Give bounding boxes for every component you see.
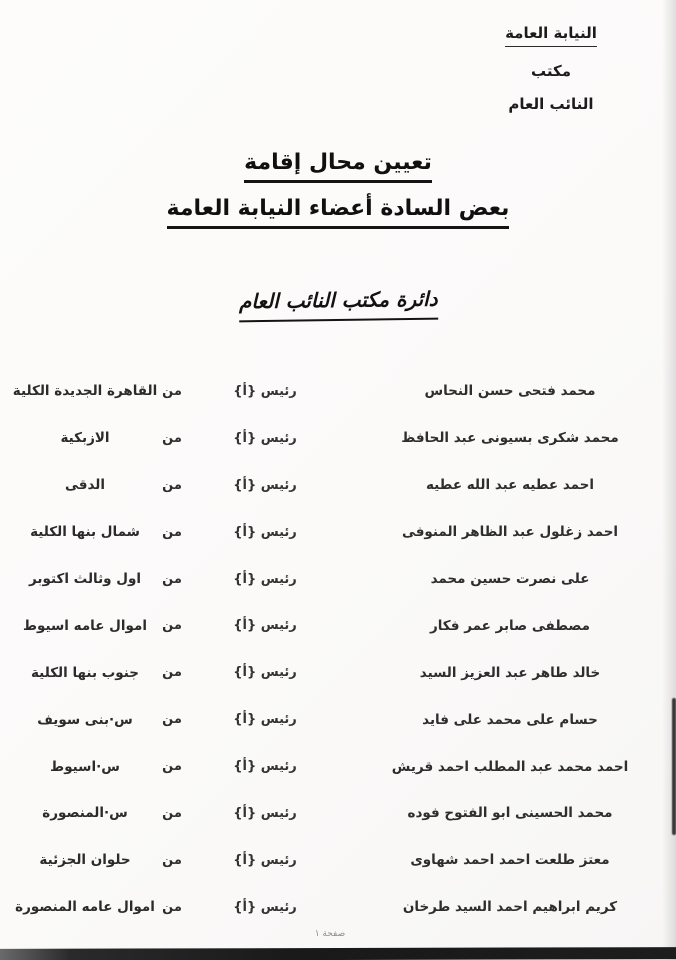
member-grade: رئيس {أ} bbox=[233, 759, 297, 775]
member-name: حسام على محمد على فايد bbox=[422, 711, 598, 728]
member-name: محمد شكرى بسيونى عبد الحافظ bbox=[401, 430, 619, 447]
section-title-text: دائرة مكتب النائب العام bbox=[238, 287, 437, 323]
letterhead bbox=[456, 24, 646, 128]
table-row bbox=[0, 602, 676, 649]
table-row bbox=[0, 790, 676, 837]
member-name: محمد الحسينى ابو الفتوح فوده bbox=[407, 805, 613, 822]
member-location: اموال عامه اسيوط bbox=[23, 617, 147, 634]
title-line-2-text: بعض السادة أعضاء النيابة العامة bbox=[167, 196, 510, 229]
member-location: س·اسيوط bbox=[50, 758, 120, 775]
document-title bbox=[0, 150, 676, 242]
from-label: من bbox=[162, 430, 182, 446]
from-label: من bbox=[162, 383, 182, 399]
from-label: من bbox=[162, 571, 182, 587]
member-name: كريم ابراهيم احمد السيد طرخان bbox=[402, 899, 618, 916]
from-label: من bbox=[162, 618, 182, 634]
member-grade: رئيس {أ} bbox=[233, 571, 297, 587]
from-label: من bbox=[162, 477, 182, 493]
member-grade: رئيس {أ} bbox=[233, 665, 297, 681]
table-row bbox=[0, 415, 676, 462]
letterhead-office: مكتب bbox=[530, 62, 571, 80]
title-line-1-text: تعيين محال إقامة bbox=[244, 150, 432, 183]
member-grade: رئيس {أ} bbox=[233, 383, 297, 399]
member-grade: رئيس {أ} bbox=[233, 477, 297, 493]
member-location: الازبكية bbox=[60, 430, 110, 447]
member-grade: رئيس {أ} bbox=[233, 430, 297, 446]
table-row bbox=[0, 556, 676, 603]
scan-artifact-bottom-bar bbox=[0, 947, 676, 960]
from-label: من bbox=[162, 805, 182, 821]
member-grade: رئيس {أ} bbox=[233, 524, 297, 540]
member-grade: رئيس {أ} bbox=[233, 618, 297, 634]
member-grade: رئيس {أ} bbox=[233, 899, 297, 915]
member-name: على نصرت حسين محمد bbox=[430, 571, 590, 587]
member-location: س·المنصورة bbox=[42, 805, 128, 822]
member-location: اول وثالث اكتوبر bbox=[29, 571, 141, 587]
table-row bbox=[0, 696, 676, 743]
table-row bbox=[0, 884, 676, 931]
from-label: من bbox=[162, 852, 182, 868]
title-line-2 bbox=[0, 196, 676, 229]
member-location: اموال عامه المنصورة bbox=[15, 899, 155, 916]
member-name: معتز طلعت احمد احمد شهاوى bbox=[410, 852, 610, 869]
from-label: من bbox=[162, 759, 182, 775]
member-location: الدقى bbox=[65, 477, 105, 494]
letterhead-office-title: النائب العام bbox=[508, 95, 594, 113]
member-location: القاهرة الجديدة الكلية bbox=[12, 383, 158, 400]
table-row bbox=[0, 743, 676, 790]
letterhead-org bbox=[456, 24, 646, 47]
table-row bbox=[0, 649, 676, 696]
member-grade: رئيس {أ} bbox=[233, 805, 297, 821]
member-name: مصطفى صابر عمر فكار bbox=[429, 617, 591, 634]
from-label: من bbox=[162, 712, 182, 728]
member-location: شمال بنها الكلية bbox=[30, 524, 140, 541]
title-line-1 bbox=[0, 150, 676, 183]
letterhead-org-text: النيابة العامة bbox=[505, 24, 597, 47]
member-location: س·بنى سويف bbox=[37, 711, 133, 728]
member-name: احمد عطيه عبد الله عطيه bbox=[425, 477, 595, 494]
member-name: احمد زغلول عبد الظاهر المنوفى bbox=[401, 524, 619, 541]
scan-artifact-right-strip bbox=[672, 698, 676, 835]
member-name: محمد فتحى حسن النحاس bbox=[424, 383, 596, 400]
from-label: من bbox=[162, 665, 182, 681]
members-list bbox=[0, 368, 676, 931]
page-number: صفحة ١ bbox=[314, 929, 346, 939]
table-row bbox=[0, 462, 676, 509]
table-row bbox=[0, 509, 676, 556]
member-location: حلوان الجزئية bbox=[39, 852, 131, 869]
table-row bbox=[0, 368, 676, 415]
from-label: من bbox=[162, 524, 182, 540]
section-title bbox=[0, 288, 676, 321]
member-location: جنوب بنها الكلية bbox=[31, 664, 139, 681]
member-grade: رئيس {أ} bbox=[233, 852, 297, 868]
member-grade: رئيس {أ} bbox=[233, 712, 297, 728]
table-row bbox=[0, 837, 676, 884]
member-name: احمد محمد عبد المطلب احمد قريش bbox=[391, 758, 629, 775]
member-name: خالد طاهر عبد العزيز السيد bbox=[419, 664, 601, 681]
from-label: من bbox=[162, 899, 182, 915]
